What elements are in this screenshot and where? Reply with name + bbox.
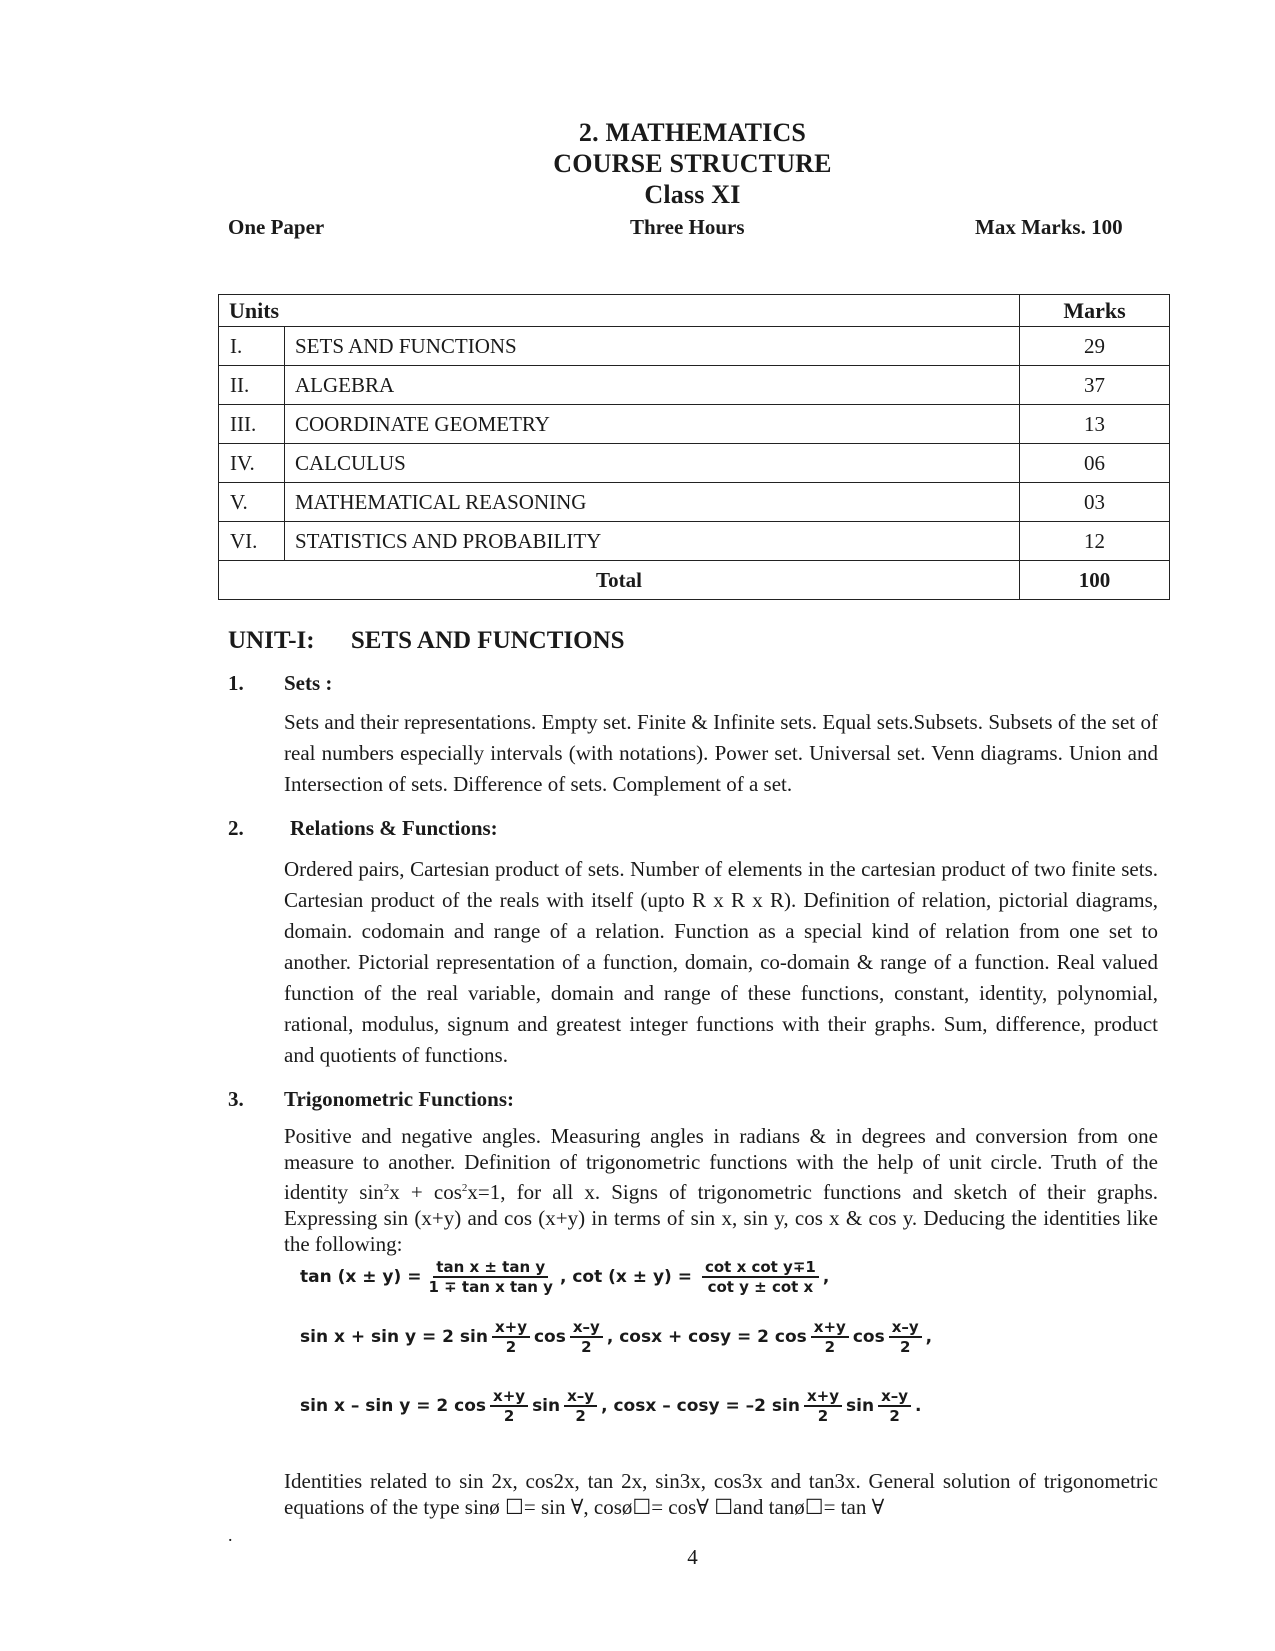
denominator: 2 [575, 1407, 586, 1425]
numerator: x–y [570, 1318, 603, 1338]
numerator: x–y [889, 1318, 922, 1338]
total-marks: 100 [1020, 561, 1170, 600]
formula-text: , cot (x ± y) = [559, 1267, 692, 1287]
fraction [889, 1318, 922, 1356]
unit-name: STATISTICS AND PROBABILITY [285, 522, 1020, 561]
section-text [284, 1123, 1158, 1257]
unit-marks: 06 [1020, 444, 1170, 483]
formula-difference-to-product [300, 1387, 921, 1425]
table-total-row [219, 561, 1170, 600]
denominator: 2 [889, 1407, 900, 1425]
unit-number: III. [219, 405, 285, 444]
formula-text: , [925, 1327, 933, 1347]
unit-heading [228, 627, 625, 655]
formula-text: sin [532, 1396, 561, 1416]
table-row [219, 366, 1170, 405]
class-label: Class XI [644, 180, 741, 209]
unit-number: IV. [219, 444, 285, 483]
numerator: x+y [811, 1318, 849, 1338]
formula-text: cos [852, 1327, 885, 1347]
denominator: 2 [581, 1338, 592, 1356]
denominator: 2 [817, 1407, 829, 1425]
superscript: 2 [461, 1182, 468, 1194]
table-header-row [219, 295, 1170, 327]
numerator: x+y [490, 1387, 528, 1407]
table-row [219, 327, 1170, 366]
unit-marks: 12 [1020, 522, 1170, 561]
formula-text: sin x + sin y = 2 sin [300, 1327, 488, 1347]
page-number: 4 [687, 1545, 698, 1569]
table-row [219, 444, 1170, 483]
superscript: 2 [383, 1182, 390, 1194]
formula-text: sin [846, 1396, 875, 1416]
section-title: Relations & Functions: [290, 816, 498, 840]
doc-title: 2. MATHEMATICS [578, 118, 807, 147]
denominator: 2 [899, 1338, 911, 1356]
numerator: x+y [804, 1387, 842, 1407]
formula-text: , cosx + cosy = 2 cos [606, 1327, 807, 1347]
numerator: cot x cot y∓1 [702, 1258, 819, 1278]
max-marks: Max Marks. 100 [975, 215, 1123, 239]
fraction [878, 1387, 911, 1425]
unit-number: V. [219, 483, 285, 522]
fraction [811, 1318, 849, 1356]
table-row [219, 483, 1170, 522]
unit-marks: 37 [1020, 366, 1170, 405]
formula-text: , cosx – cosy = –2 sin [601, 1396, 800, 1416]
unit-marks: 29 [1020, 327, 1170, 366]
denominator: 1 ∓ tan x tan y [428, 1278, 553, 1296]
section-text: Sets and their representations. Empty set. Finite & Infinite sets. Equal sets.Subsets. Subsets of the set of real numbers especially intervals (with notations). Power set. Universal set. Venn diagrams. Union and Intersection of sets. Difference of sets. Complement of a set. [284, 710, 1158, 796]
fraction [804, 1387, 842, 1425]
numerator: tan x ± tan y [433, 1258, 548, 1278]
doc-subtitle: COURSE STRUCTURE [553, 149, 832, 178]
formula-text: cos [533, 1327, 566, 1347]
formula-text: sin x – sin y = 2 cos [300, 1396, 487, 1416]
table-row [219, 522, 1170, 561]
formula-text: . [915, 1396, 922, 1416]
section-number: 3. [228, 1087, 244, 1111]
unit-number: I. [219, 327, 285, 366]
denominator: 2 [824, 1338, 836, 1356]
section-text-continued: Identities related to sin 2x, cos2x, tan 2x, sin3x, cos3x and tan3x. General solution of trigonometric equations of the type sinø ☐= sin ∀, cosø☐= cos∀ ☐and tanø☐= tan ∀ [284, 1469, 1158, 1519]
text-part: x=1, for all x. Signs of trigonometric functions and sketch of their graphs. Expressing sin (x+y) and cos (x+y) in terms of sin x, sin y, cos x & cos y. Deducing the identities like the following: [284, 1180, 1159, 1256]
unit-name: COORDINATE GEOMETRY [285, 405, 1020, 444]
unit-name: ALGEBRA [285, 366, 1020, 405]
unit-label: UNIT-I: [228, 627, 315, 654]
stray-dot: . [228, 1525, 233, 1545]
formula-sum-to-product [300, 1318, 932, 1356]
section-title: Sets : [284, 671, 333, 695]
fraction [490, 1387, 528, 1425]
denominator: cot y ± cot x [707, 1278, 814, 1296]
fraction [492, 1318, 530, 1356]
fraction [570, 1318, 603, 1356]
unit-name: MATHEMATICAL REASONING [285, 483, 1020, 522]
denominator: 2 [505, 1338, 517, 1356]
text-part: x + cos [389, 1180, 462, 1204]
unit-name: CALCULUS [285, 444, 1020, 483]
section-number: 2. [228, 816, 244, 840]
paper-count: One Paper [228, 215, 325, 239]
fraction [702, 1258, 819, 1296]
unit-number: II. [219, 366, 285, 405]
table-row [219, 405, 1170, 444]
section-number: 1. [228, 671, 244, 695]
duration: Three Hours [630, 215, 745, 239]
units-table [218, 294, 1170, 600]
fraction [425, 1258, 556, 1296]
total-label: Total [219, 561, 1020, 600]
units-column-header: Units [219, 295, 1020, 327]
unit-title: SETS AND FUNCTIONS [350, 627, 625, 654]
section-text: Ordered pairs, Cartesian product of sets. Number of elements in the cartesian product of two finite sets. Cartesian product of the reals with itself (upto R x R x R). Definition of relation, pictorial diagrams, domain. codomain and range of a relation. Function as a special kind of relation from one set to another. Pictorial representation of a function, domain, co-domain & range of a function. Real valued function of the real variable, domain and range of these functions, constant, identity, polynomial, rational, modulus, signum and greatest integer functions with their graphs. Sum, difference, product and quotients of functions. [284, 857, 1158, 1067]
numerator: x–y [564, 1387, 597, 1407]
unit-number: VI. [219, 522, 285, 561]
numerator: x–y [878, 1387, 911, 1407]
unit-marks: 03 [1020, 483, 1170, 522]
unit-name: SETS AND FUNCTIONS [285, 327, 1020, 366]
formula-tan-cot [300, 1258, 829, 1296]
denominator: 2 [503, 1407, 515, 1425]
numerator: x+y [492, 1318, 530, 1338]
fraction [564, 1387, 597, 1425]
section-title: Trigonometric Functions: [284, 1087, 514, 1111]
text-part: Positive and negative angles. Measuring angles in radians & in degrees and conversion from one measure to another. Definition of trigonometric functions with the help of unit circle. Truth of the identity sin [284, 1124, 1158, 1204]
formula-text: tan (x ± y) = [300, 1267, 422, 1287]
unit-marks: 13 [1020, 405, 1170, 444]
marks-column-header: Marks [1020, 295, 1170, 327]
formula-text: , [822, 1267, 830, 1287]
